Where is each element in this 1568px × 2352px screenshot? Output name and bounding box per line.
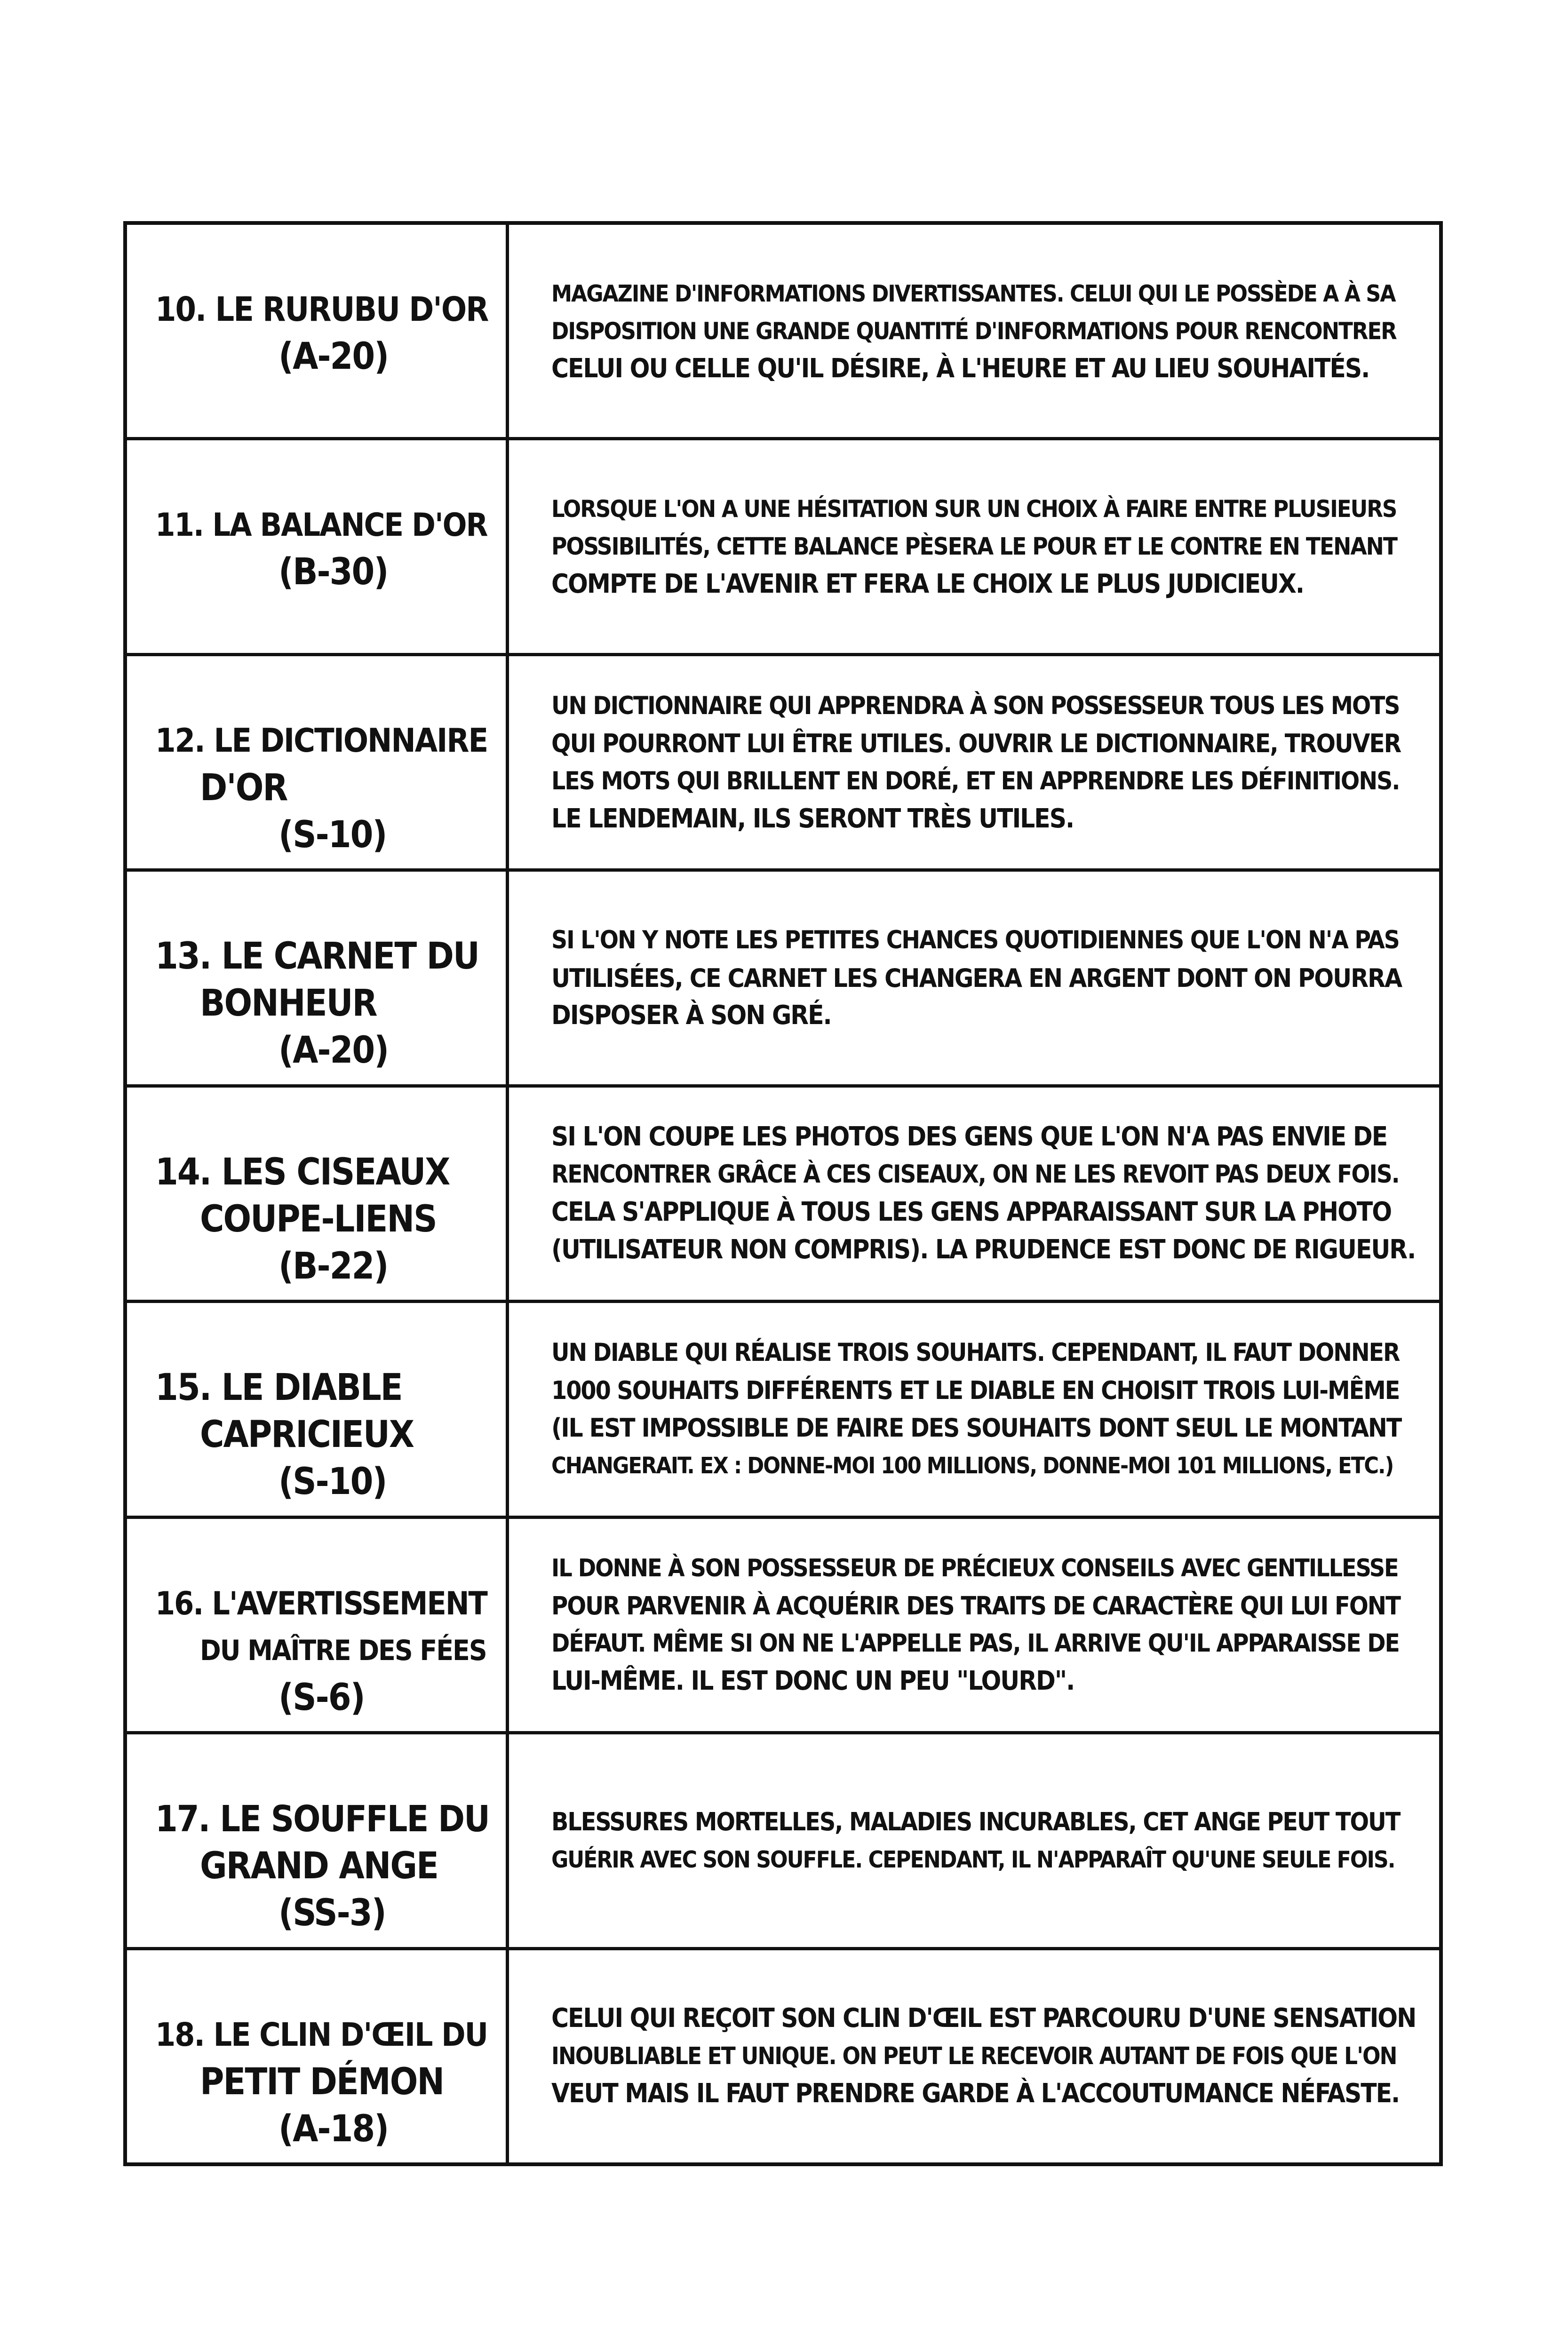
card-description-line: SI L'ON COUPE LES PHOTOS DES GENS QUE L'ON N'A PAS ENVIE DE [551,1121,1387,1152]
card-rank: (S-10) [279,813,387,856]
card-row [127,653,1439,868]
card-name-line: GRAND ANGE [200,1845,438,1888]
card-row [127,437,1439,652]
card-description-cell [509,872,1439,1084]
card-description-line: INOUBLIABLE ET UNIQUE. ON PEUT LE RECEVOIR AUTANT DE FOIS QUE L'ON [551,2042,1397,2070]
card-description-line: DISPOSER À SON GRÉ. [551,1000,831,1031]
card-description-line: 1000 SOUHAITS DIFFÉRENTS ET LE DIABLE EN CHOISIT TROIS LUI-MÊME [551,1375,1400,1405]
card-description-line: GUÉRIR AVEC SON SOUFFLE. CEPENDANT, IL N'APPARAÎT QU'UNE SEULE FOIS. [551,1845,1395,1873]
card-description-line: CELUI OU CELLE QU'IL DÉSIRE, À L'HEURE ET AU LIEU SOUHAITÉS. [551,353,1369,384]
card-description-line: POUR PARVENIR À ACQUÉRIR DES TRAITS DE CARACTÈRE QUI LUI FONT [551,1591,1400,1621]
card-rank: (SS-3) [279,1892,386,1935]
card-description-line: BLESSURES MORTELLES, MALADIES INCURABLES, CET ANGE PEUT TOUT [551,1807,1400,1836]
card-row [127,225,1439,437]
card-name-line: 12. LE DICTIONNAIRE [155,721,488,760]
card-description-line: CHANGERAIT. EX : DONNE-MOI 100 MILLIONS, DONNE-MOI 101 MILLIONS, ETC.) [551,1452,1393,1479]
card-description-line: UN DIABLE QUI RÉALISE TROIS SOUHAITS. CEPENDANT, IL FAUT DONNER [551,1338,1400,1367]
card-name-cell [127,1088,509,1300]
card-name-line: 16. L'AVERTISSEMENT [155,1585,487,1622]
card-table [123,221,1443,2166]
card-description-line: CELA S'APPLIQUE À TOUS LES GENS APPARAISSANT SUR LA PHOTO [551,1197,1392,1228]
card-description-line: MAGAZINE D'INFORMATIONS DIVERTISSANTES. CELUI QUI LE POSSÈDE A À SA [551,279,1395,307]
card-rank: (A-18) [279,2107,389,2150]
card-description-line: UTILISÉES, CE CARNET LES CHANGERA EN ARGENT DONT ON POURRA [551,963,1402,993]
card-name-line: 18. LE CLIN D'ŒIL DU [155,2016,488,2054]
card-description-line: LORSQUE L'ON A UNE HÉSITATION SUR UN CHOIX À FAIRE ENTRE PLUSIEURS [551,495,1397,523]
card-name-cell [127,1950,509,2162]
card-description-line: DISPOSITION UNE GRANDE QUANTITÉ D'INFORMATIONS POUR RENCONTRER [551,317,1396,345]
card-description-line: UN DICTIONNAIRE QUI APPRENDRA À SON POSSESSEUR TOUS LES MOTS [551,691,1400,720]
card-name-cell [127,440,509,652]
card-description-line: SI L'ON Y NOTE LES PETITES CHANCES QUOTIDIENNES QUE L'ON N'A PAS [551,926,1399,955]
card-rank: (B-22) [279,1245,388,1287]
card-row [127,1731,1439,1947]
card-name-line: 17. LE SOUFFLE DU [155,1798,489,1840]
card-description-line: (IL EST IMPOSSIBLE DE FAIRE DES SOUHAITS DONT SEUL LE MONTANT [551,1413,1401,1443]
card-description-line: DÉFAUT. MÊME SI ON NE L'APPELLE PAS, IL ARRIVE QU'IL APPARAISSE DE [551,1629,1399,1658]
card-description-cell [509,1519,1439,1731]
card-rank: (S-10) [279,1461,387,1503]
card-description-line: LE LENDEMAIN, ILS SERONT TRÈS UTILES. [551,803,1074,834]
card-description-cell [509,225,1439,437]
card-name-line: DU MAÎTRE DES FÉES [200,1634,486,1667]
card-description-cell [509,440,1439,652]
card-name-cell [127,1519,509,1731]
card-row [127,868,1439,1084]
card-name-line: CAPRICIEUX [200,1414,414,1456]
card-rank: (A-20) [279,1029,389,1072]
card-name-line: D'OR [200,766,287,809]
card-row [127,1516,1439,1731]
card-description-line: RENCONTRER GRÂCE À CES CISEAUX, ON NE LES REVOIT PAS DEUX FOIS. [551,1160,1399,1189]
card-description-cell [509,1303,1439,1515]
card-name-line: 10. LE RURUBU D'OR [155,290,488,329]
card-row [127,1300,1439,1515]
card-name-line: 15. LE DIABLE [155,1367,402,1409]
card-description-line: COMPTE DE L'AVENIR ET FERA LE CHOIX LE PLUS JUDICIEUX. [551,569,1304,600]
card-description-cell [509,1950,1439,2162]
card-description-line: VEUT MAIS IL FAUT PRENDRE GARDE À L'ACCOUTUMANCE NÉFASTE. [551,2078,1400,2109]
card-description-line: (UTILISATEUR NON COMPRIS). LA PRUDENCE EST DONC DE RIGUEUR. [551,1234,1416,1265]
card-name-line: PETIT DÉMON [200,2060,444,2103]
card-description-cell [509,1734,1439,1947]
card-name-line: BONHEUR [200,982,377,1025]
card-name-cell [127,1303,509,1515]
card-row [127,1084,1439,1300]
card-rank: (S-6) [279,1676,365,1719]
card-description-cell [509,1088,1439,1300]
card-description-line: QUI POURRONT LUI ÊTRE UTILES. OUVRIR LE DICTIONNAIRE, TROUVER [551,728,1401,758]
card-description-cell [509,656,1439,868]
card-name-cell [127,225,509,437]
card-description-line: IL DONNE À SON POSSESSEUR DE PRÉCIEUX CONSEILS AVEC GENTILLESSE [551,1554,1398,1583]
card-description-line: LES MOTS QUI BRILLENT EN DORÉ, ET EN APPRENDRE LES DÉFINITIONS. [551,766,1400,795]
card-row [127,1947,1439,2162]
card-rank: (A-20) [279,335,389,378]
card-name-line: 11. LA BALANCE D'OR [155,506,487,544]
card-description-line: POSSIBILITÉS, CETTE BALANCE PÈSERA LE POUR ET LE CONTRE EN TENANT [551,532,1397,561]
card-name-line: 13. LE CARNET DU [155,935,479,978]
card-rank: (B-30) [279,551,388,594]
card-name-cell [127,656,509,868]
card-description-line: LUI-MÊME. IL EST DONC UN PEU "LOURD". [551,1666,1075,1697]
card-name-line: COUPE-LIENS [200,1198,437,1240]
card-name-line: 14. LES CISEAUX [155,1151,450,1193]
card-name-cell [127,1734,509,1947]
card-name-cell [127,872,509,1084]
card-description-line: CELUI QUI REÇOIT SON CLIN D'ŒIL EST PARCOURU D'UNE SENSATION [551,2003,1416,2034]
